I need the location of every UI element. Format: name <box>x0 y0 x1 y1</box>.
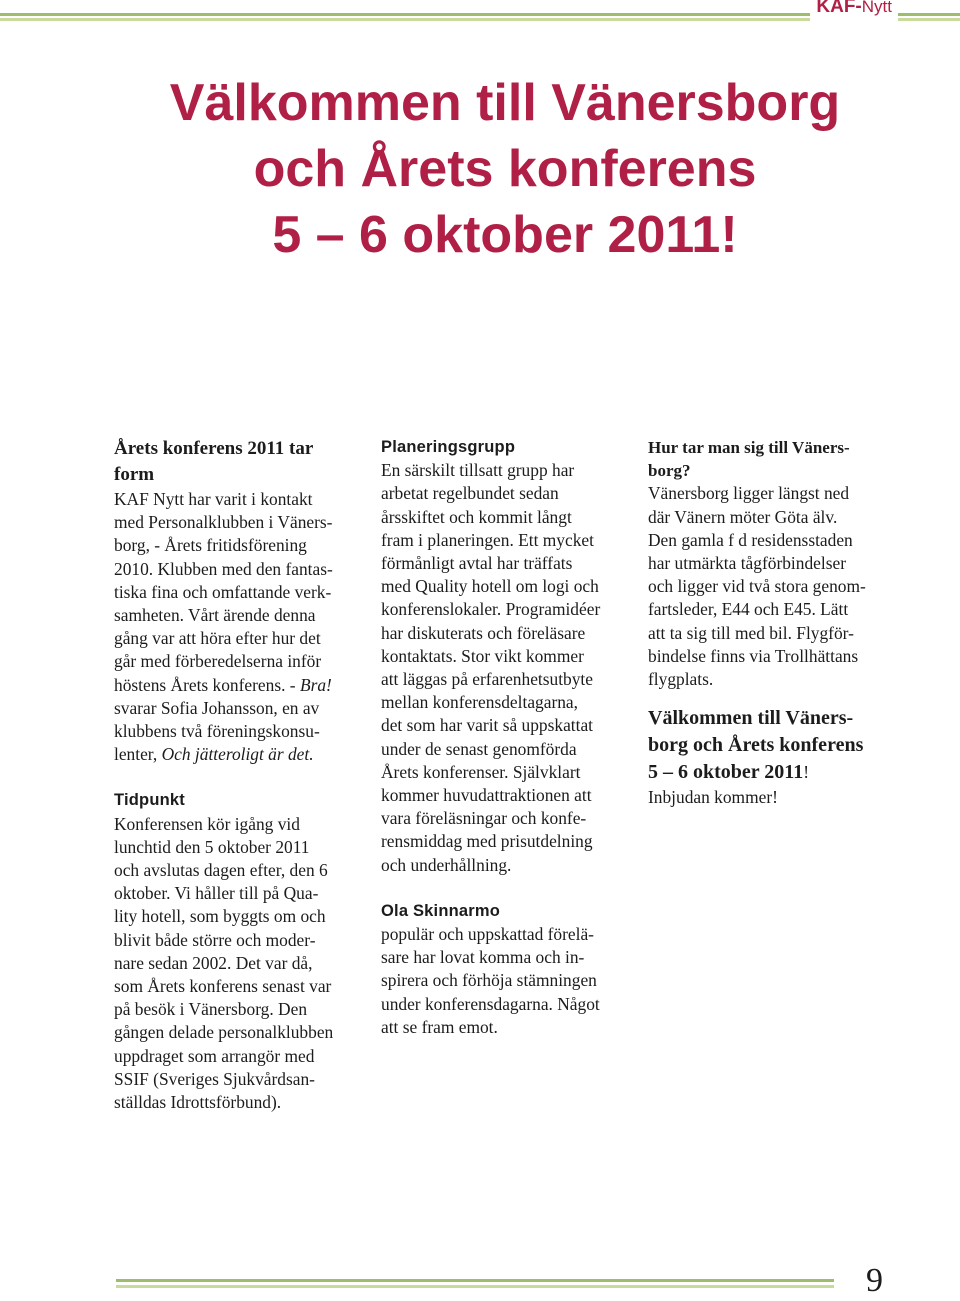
title-line-3: 5 – 6 oktober 2011! <box>272 206 738 264</box>
col2-heading-2: Ola Skinnarmo <box>381 901 501 920</box>
brand-kaf: KAF- <box>816 0 862 17</box>
col1-paragraph-1 <box>114 488 362 766</box>
col1-p1-line <box>114 674 362 697</box>
col1-p1-line: borg, - Årets fritidsförening <box>114 535 307 556</box>
col1-p2-line: uppdraget som arrangör med <box>114 1045 315 1066</box>
col1-p2-line: gången delade personalklubben <box>114 1022 334 1043</box>
col1-p2-line: SSIF (Sveriges Sjukvårdsan- <box>114 1068 315 1089</box>
col2-p1-line: vara föreläsningar och konfe- <box>381 808 587 829</box>
col1-p1-line: med Personalklubben i Väners- <box>114 512 333 533</box>
col1-p1-line: gång var att höra efter hur det <box>114 628 321 649</box>
col3-p1-line: bindelse finns via Trollhättans <box>648 645 859 666</box>
footer-rule <box>116 1279 834 1291</box>
col1-paragraph-2 <box>114 813 362 1115</box>
col1-quote-italic: Bra! <box>299 674 332 695</box>
col2-p1-line: med Quality hotell om logi och <box>381 576 599 597</box>
col1-heading-line-2: form <box>114 464 155 485</box>
col1-p2-line: på besök i Vänersborg. Den <box>114 999 308 1020</box>
col3-heading <box>648 436 908 482</box>
col1-p2-line: Konferensen kör igång vid <box>114 813 300 834</box>
col1-p1-line <box>114 743 362 766</box>
col1-p2-line: lunchtid den 5 oktober 2011 <box>114 836 310 857</box>
col1-heading-line-1: Årets konferens 2011 tar <box>114 438 314 459</box>
col2-p1-line: det som har varit så uppskattat <box>381 715 594 736</box>
col2-p2-line: populär och uppskattad förelä- <box>381 924 594 945</box>
col1-p2-line: blivit både större och moder- <box>114 929 316 950</box>
article-column-3 <box>648 436 908 809</box>
col1-p2-line: oktober. Vi håller till på Qua- <box>114 883 319 904</box>
col2-p1-line: mellan konferensdeltagarna, <box>381 692 579 713</box>
col2-p1-line: och underhållning. <box>381 854 512 875</box>
col1-p1-line: KAF Nytt har varit i kontakt <box>114 489 313 509</box>
col2-p1-line: konferenslokaler. Programidéer <box>381 599 601 620</box>
col2-p1-line: rensmiddag med prisutdelning <box>381 831 593 852</box>
col1-p1-line: samheten. Vårt ärende denna <box>114 605 316 626</box>
col2-p1-line: att läggas på erfarenhetsutbyte <box>381 669 593 690</box>
col1-p1-line-text: höstens Årets konferens. - <box>114 674 300 695</box>
col2-p1-line: årsskiftet och kommit långt <box>381 506 572 527</box>
col2-p1-line: arbetat regelbundet sedan <box>381 483 559 504</box>
page-title <box>110 70 900 268</box>
col1-p1-line: 2010. Klubben med den fantas- <box>114 558 333 579</box>
col1-heading <box>114 436 362 488</box>
col3-heading-line-2: borg? <box>648 461 691 481</box>
col3-p1-line: Vänersborg ligger längst ned <box>648 483 850 504</box>
col3-welcome-exclaim: ! <box>803 762 809 783</box>
col3-p1-line: där Vänern möter Göta älv. <box>648 506 838 527</box>
col1-subheading: Tidpunkt <box>114 791 185 810</box>
col1-p2-line: lity hotell, som byggts om och <box>114 906 326 927</box>
col3-p1-line: och ligger vid två stora genom- <box>648 576 866 597</box>
col2-p2-line: sare har lovat komma och in- <box>381 947 585 968</box>
title-line-1: Välkommen till Vänersborg <box>169 74 841 132</box>
col3-p1-line: har utmärkta tågförbindelser <box>648 553 846 574</box>
col3-welcome-line-2: borg och Årets konferens <box>648 734 864 757</box>
title-line-2: och Årets konferens <box>253 140 757 198</box>
col3-welcome-line-1: Välkommen till Väners- <box>648 707 854 730</box>
article-column-2 <box>381 436 631 1039</box>
col2-paragraph-1 <box>381 459 631 877</box>
col2-p1-line: kontaktats. Stor vikt kommer <box>381 645 584 666</box>
col2-p1-line: förmånligt avtal har träffats <box>381 553 573 574</box>
col3-welcome <box>648 705 908 786</box>
col1-p1-line: tiska fina och omfattande verk- <box>114 581 332 602</box>
article-column-1 <box>114 436 362 1114</box>
col2-p1-line: Årets konferenser. Självklart <box>381 761 581 782</box>
col2-p2-line: att se fram emot. <box>381 1016 498 1037</box>
col3-heading-line-1: Hur tar man sig till Väners- <box>648 438 850 457</box>
col3-p1-line: att ta sig till med bil. Flygför- <box>648 622 854 643</box>
col2-p2-line: spirera och förhöja stämningen <box>381 970 597 991</box>
col2-p1-line: kommer huvudattraktionen att <box>381 785 592 806</box>
col3-welcome-date: 5 – 6 oktober 2011 <box>648 761 804 784</box>
col1-p1-line-text: lenter, <box>114 744 162 765</box>
col1-p2-line: nare sedan 2002. Det var då, <box>114 952 313 973</box>
col2-p1-line: har diskuterats och föreläsare <box>381 622 586 643</box>
col2-heading: Planeringsgrupp <box>381 438 516 456</box>
col2-paragraph-2 <box>381 923 631 1039</box>
col3-welcome-line-3 <box>648 759 908 786</box>
col1-p1-line: svarar Sofia Johansson, en av <box>114 697 320 718</box>
col3-invite: Inbjudan kommer! <box>648 787 778 808</box>
col3-p1-line: flygplats. <box>648 669 714 690</box>
col3-p1-line: Den gamla f d residensstaden <box>648 529 853 550</box>
col2-p1-line: En särskilt tillsatt grupp har <box>381 460 575 481</box>
col2-p2-line: under konferensdagarna. Något <box>381 993 600 1014</box>
col2-p1-line: fram i planeringen. Ett mycket <box>381 529 594 550</box>
masthead-logo <box>810 0 898 26</box>
col3-p1-line: fartsleder, E44 och E45. Lätt <box>648 599 849 620</box>
col1-p2-line: som Årets konferens senast var <box>114 976 332 997</box>
col1-p2-line: och avslutas dagen efter, den 6 <box>114 860 328 881</box>
col3-paragraph-1 <box>648 482 908 691</box>
col1-p1-line: går med förberedelserna inför <box>114 651 322 672</box>
col1-p2-line: ställdas Idrottsförbund). <box>114 1092 282 1113</box>
col2-p1-line: under de senast genomförda <box>381 738 577 759</box>
col1-p1-line: klubbens två föreningskonsu- <box>114 721 320 742</box>
col1-quote-italic: Och jätteroligt är det. <box>161 744 314 765</box>
brand-nytt: Nytt <box>861 0 892 16</box>
page-number: 9 <box>866 1262 883 1299</box>
